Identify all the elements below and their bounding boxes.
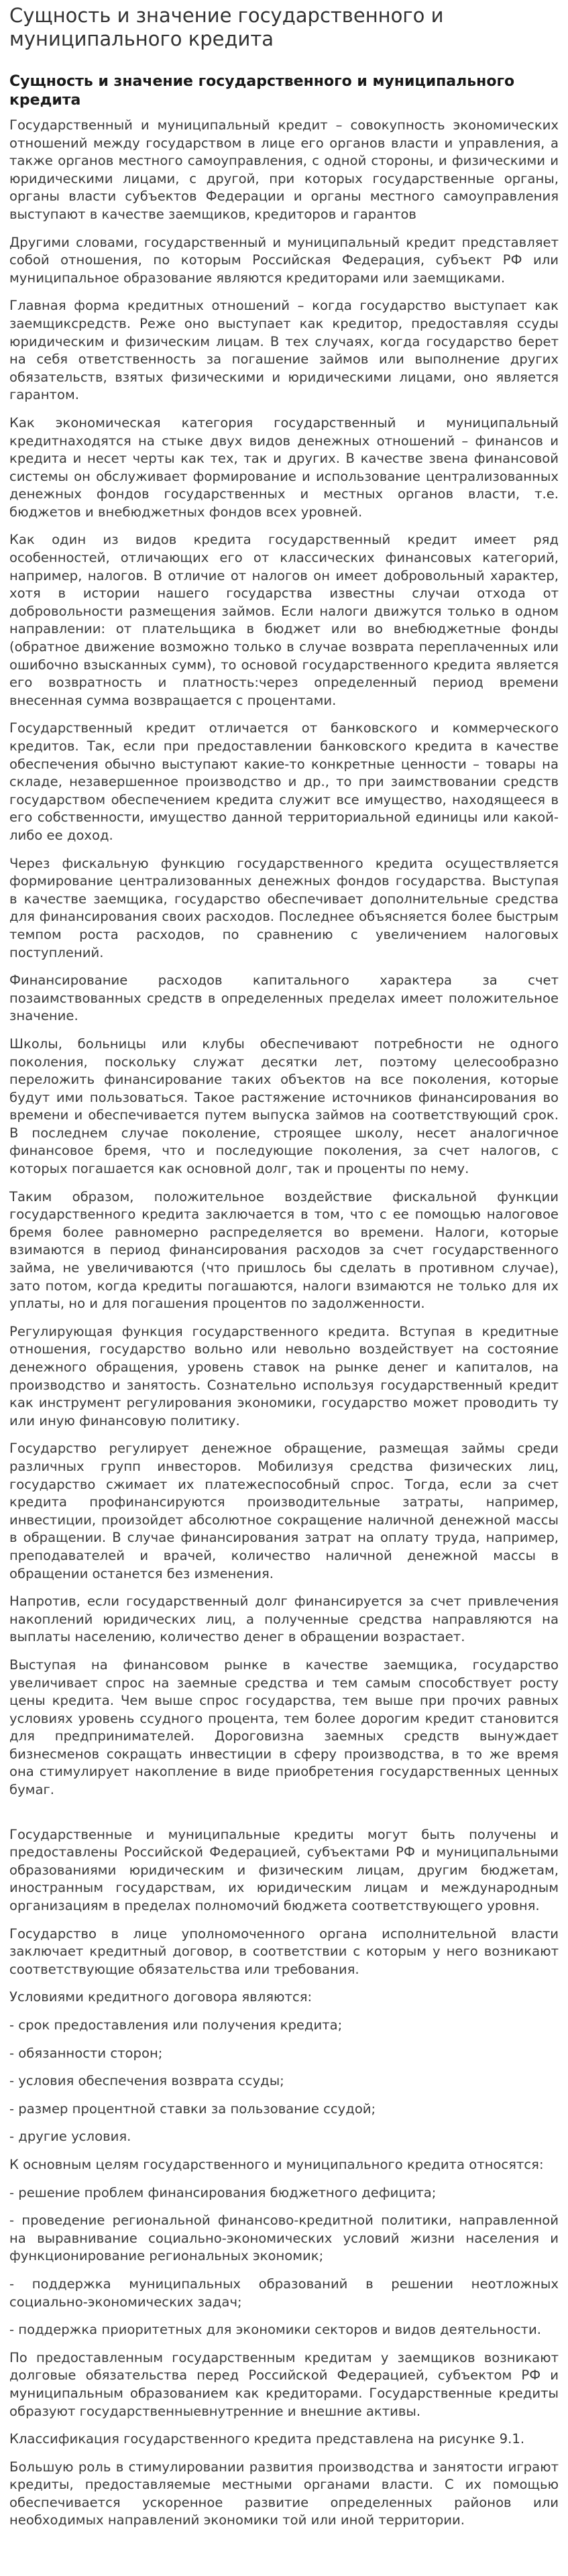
paragraph: Большую роль в стимулировании развития производства и занятости играют кредиты, предоставляемые местными органами власти. С их помощью обеспечивается ускоренное развитие определенных районов или необходимых направлений экономики той или иной территории. <box>9 2459 559 2528</box>
paragraph: Таким образом, положительное воздействие фискальной функции государственного кредита заключается в том, что с ее помощью налоговое бремя более равномерно распределяется во времени. Налоги, которые взимаются в период финансирования расходов за счет государственного займа, не увеличиваются (что пришлось бы сделать в противном случае), зато потом, когда кредиты погашаются, налоги взимаются не только для их уплаты, но и для погашения процентов по задолженности. <box>9 1188 559 1312</box>
list-item: - размер процентной ставки за пользование ссудой; <box>9 2101 376 2117</box>
paragraph: Государственный и муниципальный кредит – совокупность экономических отношений между государством в лице его органов власти и управления, а также органов местного самоуправления, с одной стороны, и физическими и юридическими лицами, с другой, при которых государственные органы, органы власти субъектов Федерации и органы местного самоуправления выступают в качестве заемщиков, кредиторов и гарантов <box>9 117 559 222</box>
list-item: - условия обеспечения возврата ссуды; <box>9 2073 284 2089</box>
paragraph: Государственные и муниципальные кредиты могут быть получены и предоставлены Российской Федерацией, субъектами РФ и муниципальными образованиями юридическим и физическим лицам, другим бюджетам, иностранным государствам, их юридическим лицам и международным организациям в пределах полномочий бюджета соответствующего уровня. <box>9 1826 559 1914</box>
paragraph: Выступая на финансовом рынке в качестве заемщика, государство увеличивает спрос на заемные средства и тем самым способствует росту цены кредита. Чем выше спрос государства, тем выше при прочих равных условиях уровень ссудного процента, тем более дорогим кредит становится для предпринимателей. Дороговизна заемных средств вынуждает бизнесменов сокращать инвестиции в сферу производства, в то же время она стимулирует накопление в виде приобретения государственных ценных бумаг. <box>9 1657 559 1798</box>
paragraph: Школы, больницы или клубы обеспечивают потребности не одного поколения, поскольку служат десятки лет, поэтому целесообразно переложить финансирование таких объектов на все поколения, которые будут ими пользоваться. Такое растяжение источников финансирования во времени и обеспечивается путем выпуска займов на соответствующий срок. В последнем случае поколение, строящее школу, несет аналогичное финансовое бремя, что и последующие поколения, за счет налогов, с которых погашается как основной долг, так и проценты по нему. <box>9 1035 559 1177</box>
list-item: - обязанности сторон; <box>9 2045 163 2061</box>
paragraph: Классификация государственного кредита представлена на рисунке 9.1. <box>9 2431 525 2447</box>
list-item: - поддержка приоритетных для экономики секторов и видов деятельности. <box>9 2322 542 2338</box>
paragraph: По предоставленным государственным кредитам у заемщиков возникают долговые обязательства перед Российской Федерацией, субъектом РФ и муниципальным образованием как кредиторами. Государственные кредиты образуют государственныевнутренние и внешние активы. <box>9 2349 559 2419</box>
paragraph: Регулирующая функция государственного кредита. Вступая в кредитные отношения, государство вольно или невольно воздействует на состояние денежного обращения, уровень ставок на рынке денег и капиталов, на производство и занятость. Сознательно используя государственный кредит как инструмент регулирования экономики, государство может проводить ту или иную финансовую политику. <box>9 1323 559 1429</box>
page-title: Сущность и значение государственного и муниципального кредита <box>9 4 444 50</box>
paragraph: Как экономическая категория государственный и муниципальный кредитнаходятся на стыке двух видов денежных отношений – финансов и кредита и несет черты как тех, так и других. В качестве звена финансовой системы он обслуживает формирование и использование централизованных денежных фондов государственных и местных органов власти, т.е. бюджетов и внебюджетных фондов всех уровней. <box>9 414 559 520</box>
paragraph: Главная форма кредитных отношений – когда государство выступает как заемщиксредств. Реже оно выступает как кредитор, предоставляя ссуды юридическим и физическим лицам. В тех случаях, когда государство берет на себя ответственность за погашение займов или выполнение других обязательств, взятых физическими и юридическими лицами, оно является гарантом. <box>9 298 559 403</box>
paragraph: Другими словами, государственный и муниципальный кредит представляет собой отношения, по которым Российская Федерация, субъект РФ или муниципальное образование являются кредиторами или заемщиками. <box>9 234 559 286</box>
article <box>9 72 559 2530</box>
article-title: Сущность и значение государственного и муниципального кредита <box>9 73 515 109</box>
paragraph: Финансирование расходов капитального характера за счет позаимствованных средств в определенных пределах имеет положительное значение. <box>9 972 559 1024</box>
list-item: - поддержка муниципальных образований в решении неотложных социально-экономических задач; <box>9 2276 559 2310</box>
paragraph: Через фискальную функцию государственного кредита осуществляется формирование централизованных денежных фондов государства. Выступая в качестве заемщика, государство обеспечивает дополнительные средства для финансирования своих расходов. Последнее объясняется более быстрым темпом роста расходов, по сравнению с увеличением налоговых поступлений. <box>9 855 559 960</box>
list-item: - другие условия. <box>9 2129 131 2145</box>
list-intro: К основным целям государственного и муниципального кредита относятся: <box>9 2156 544 2172</box>
list-item: - срок предоставления или получения кредита; <box>9 2017 343 2033</box>
paragraph: Как один из видов кредита государственный кредит имеет ряд особенностей, отличающих его от классических финансовых категорий, например, налогов. В отличие от налогов он имеет добровольный характер, хотя в истории нашего государства известны случаи отхода от добровольности размещения займов. Если налоги движутся только в одном направлении: от плательщика в бюджет или во внебюджетные фонды (обратное движение возможно только в случае возврата переплаченных или ошибочно взысканных сумм), то основой государственного кредита является его возвратность и платность:через определенный период времени внесенная сумма возвращается с процентами. <box>9 532 559 708</box>
list-item: - решение проблем финансирования бюджетного дефицита; <box>9 2184 437 2200</box>
paragraph: Государство регулирует денежное обращение, размещая займы среди различных групп инвесторов. Мобилизуя средства физических лиц, государство сжимает их платежеспособный спрос. Тогда, если за счет кредита профинансируются производительные затраты, например, инвестиции, произойдет абсолютное сокращение наличной денежной массы в обращении. В случае финансирования затрат на оплату труда, например, преподавателей и врачей, количество наличной денежной массы в обращении останется без изменения. <box>9 1441 559 1581</box>
paragraph: Государство в лице уполномоченного органа исполнительной власти заключает кредитный договор, в соответствии с которым у него возникают соответствующие обязательства или требования. <box>9 1925 559 1977</box>
paragraph: Напротив, если государственный долг финансируется за счет привлечения накоплений юридических лиц, а полученные средства направляются на выплаты населению, количество денег в обращении возрастает. <box>9 1593 559 1645</box>
list-intro: Условиями кредитного договора являются: <box>9 1989 313 2005</box>
list-item: - проведение региональной финансово-кредитной политики, направленной на выравнивание социально-экономических условий жизни населения и функционирование региональных экономик; <box>9 2213 559 2264</box>
paragraph: Государственный кредит отличается от банковского и коммерческого кредитов. Так, если при предоставлении банковского кредита в качестве обеспечения обычно выступают какие-то конкретные ценности – товары на складе, незавершенное производство и др., то при заимствовании средств государством обеспечением кредита служит все имущество, находящееся в его собственности, имущество данной территориальной единицы или какой-либо ее доход. <box>9 720 559 843</box>
